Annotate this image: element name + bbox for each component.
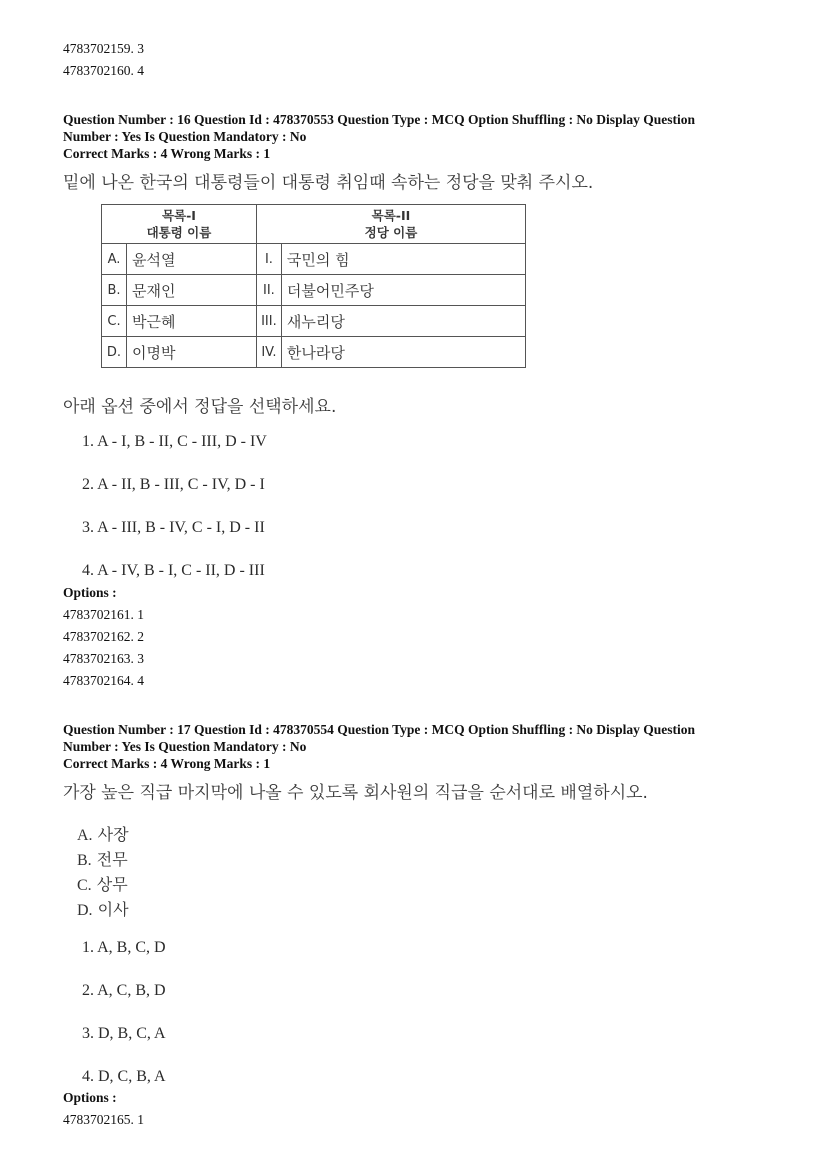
q17-meta-line2: Number : Yes Is Question Mandatory : No bbox=[63, 739, 307, 754]
table-header-list-2 bbox=[256, 205, 525, 244]
item-label: B. bbox=[77, 852, 92, 869]
q17-choice-3: 3. D, B, C, A bbox=[82, 1025, 166, 1042]
option-id-line: 4783702161. 1 bbox=[63, 607, 144, 622]
q16-prompt: 밑에 나온 한국의 대통령들이 대통령 취임때 속하는 정당을 맞춰 주시오. bbox=[63, 173, 594, 193]
item-label: D. bbox=[77, 902, 93, 919]
q17-choice-4: 4. D, C, B, A bbox=[82, 1068, 166, 1085]
row-label: D. bbox=[102, 337, 127, 368]
q16-instruction: 아래 옵션 중에서 정답을 선택하세요. bbox=[63, 397, 337, 417]
header-subtitle: 정당 이름 bbox=[364, 225, 418, 240]
table-row bbox=[102, 275, 526, 306]
option-id-line: 4783702164. 4 bbox=[63, 673, 144, 688]
q17-options-label: Options : bbox=[63, 1090, 117, 1105]
row-label: B. bbox=[102, 275, 127, 306]
row-label: II. bbox=[256, 275, 281, 306]
option-id-line: 4783702163. 3 bbox=[63, 651, 144, 666]
table-row bbox=[102, 306, 526, 337]
row-label: C. bbox=[102, 306, 127, 337]
table-header-list-1 bbox=[102, 205, 257, 244]
q17-meta bbox=[63, 721, 793, 772]
row-value: 문재인 bbox=[127, 275, 257, 306]
q16-choice-3: 3. A - III, B - IV, C - I, D - II bbox=[82, 519, 265, 536]
q17-marks: Correct Marks : 4 Wrong Marks : 1 bbox=[63, 756, 271, 771]
q17-item-c bbox=[77, 872, 128, 895]
item-text: 사장 bbox=[97, 825, 129, 844]
item-text: 이사 bbox=[97, 900, 129, 919]
q16-match-table bbox=[101, 204, 526, 368]
q16-choice-2: 2. A - II, B - III, C - IV, D - I bbox=[82, 476, 265, 493]
q16-meta-line2: Number : Yes Is Question Mandatory : No bbox=[63, 129, 307, 144]
q16-meta-line1: Question Number : 16 Question Id : 478370553 Question Type : MCQ Option Shuffling : No Display Question bbox=[63, 112, 695, 127]
q17-item-b bbox=[77, 847, 128, 870]
row-label: IV. bbox=[256, 337, 281, 368]
q17-choice-2: 2. A, C, B, D bbox=[82, 982, 166, 999]
option-id-line: 4783702159. 3 bbox=[63, 41, 144, 56]
q17-prompt: 가장 높은 직급 마지막에 나올 수 있도록 회사원의 직급을 순서대로 배열하시오. bbox=[63, 783, 648, 803]
row-value: 이명박 bbox=[127, 337, 257, 368]
q17-meta-line1: Question Number : 17 Question Id : 478370554 Question Type : MCQ Option Shuffling : No Display Question bbox=[63, 722, 695, 737]
row-value: 한나라당 bbox=[281, 337, 525, 368]
row-value: 국민의 힘 bbox=[281, 244, 525, 275]
table-row bbox=[102, 337, 526, 368]
q17-choice-1: 1. A, B, C, D bbox=[82, 939, 166, 956]
item-text: 전무 bbox=[96, 850, 128, 869]
header-title: 목록-I bbox=[161, 208, 196, 223]
row-value: 박근혜 bbox=[127, 306, 257, 337]
header-subtitle: 대통령 이름 bbox=[146, 225, 212, 240]
q16-marks: Correct Marks : 4 Wrong Marks : 1 bbox=[63, 146, 271, 161]
row-value: 윤석열 bbox=[127, 244, 257, 275]
item-label: A. bbox=[77, 827, 93, 844]
q16-choice-4: 4. A - IV, B - I, C - II, D - III bbox=[82, 562, 265, 579]
row-value: 더불어민주당 bbox=[281, 275, 525, 306]
row-label: A. bbox=[102, 244, 127, 275]
row-label: III. bbox=[256, 306, 281, 337]
item-text: 상무 bbox=[96, 875, 128, 894]
row-value: 새누리당 bbox=[281, 306, 525, 337]
q16-meta bbox=[63, 111, 793, 162]
option-id-line: 4783702162. 2 bbox=[63, 629, 144, 644]
q17-item-d bbox=[77, 897, 129, 920]
q16-options-label: Options : bbox=[63, 585, 117, 600]
option-id-line: 4783702165. 1 bbox=[63, 1112, 144, 1127]
item-label: C. bbox=[77, 877, 92, 894]
q16-choice-1: 1. A - I, B - II, C - III, D - IV bbox=[82, 433, 267, 450]
row-label: I. bbox=[256, 244, 281, 275]
table-row bbox=[102, 244, 526, 275]
option-id-line: 4783702160. 4 bbox=[63, 63, 144, 78]
q17-item-a bbox=[77, 822, 129, 845]
header-title: 목록-II bbox=[371, 208, 411, 223]
